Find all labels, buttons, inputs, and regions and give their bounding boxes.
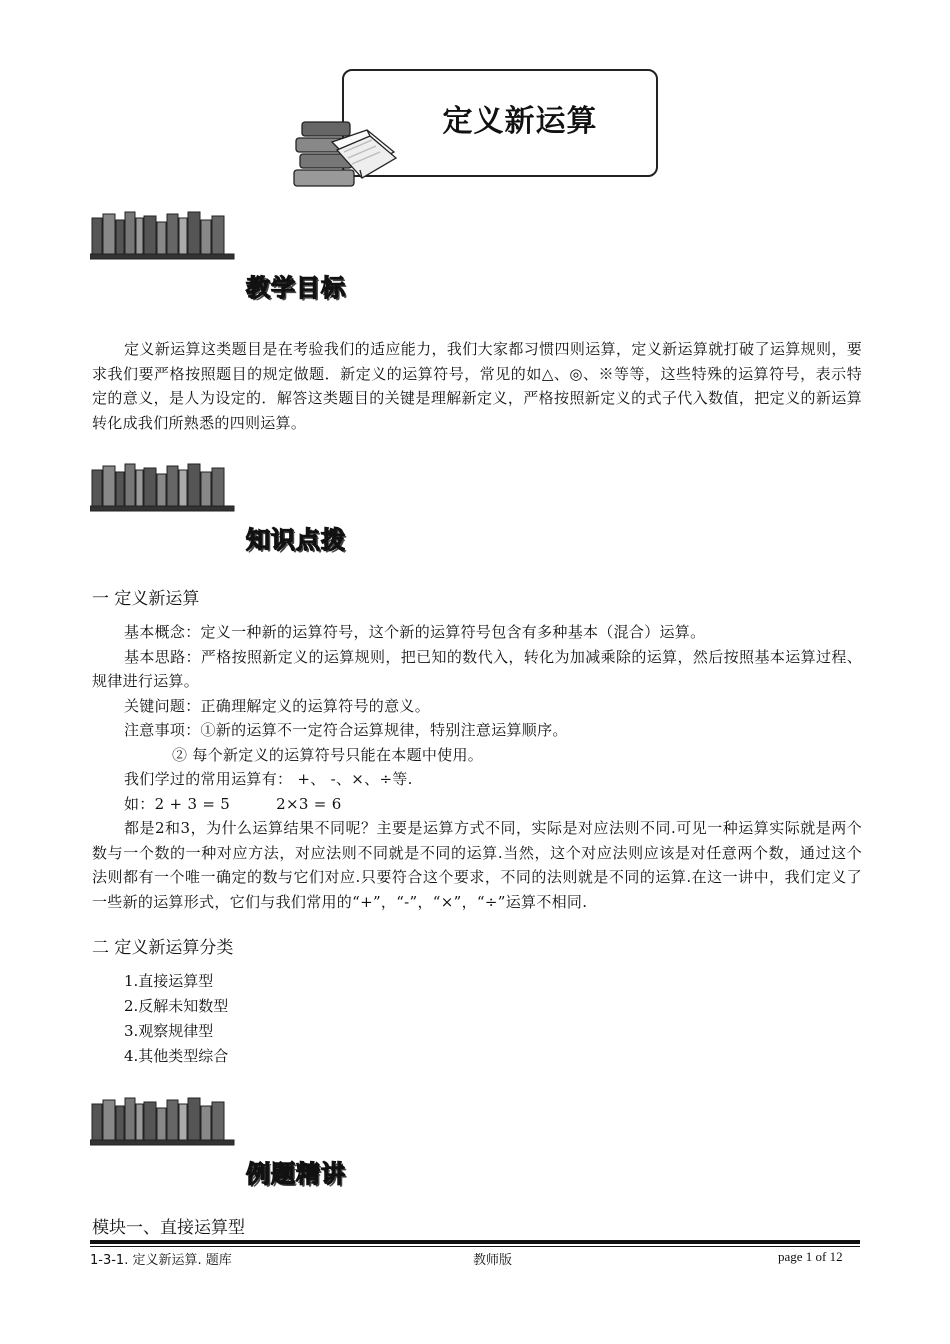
footer-left: 1-3-1. 定义新运算. 题库 <box>90 1253 232 1268</box>
footer-center: 教师版 <box>473 1253 513 1268</box>
section-title-objectives: 教学目标 <box>246 274 346 302</box>
part1-body <box>92 620 862 914</box>
part1-key: 关键问题：正确理解定义的运算符号的意义。 <box>124 696 431 715</box>
bookshelf-icon <box>90 208 236 260</box>
part1-notes-2: ② 每个新定义的运算符号只能在本题中使用。 <box>172 745 484 764</box>
part2-heading: 二 定义新运算分类 <box>92 938 234 958</box>
part1-example-line <box>92 792 862 817</box>
part1-heading: 一 定义新运算 <box>92 589 200 609</box>
footer-divider <box>90 1246 860 1247</box>
objectives-text: 定义新运算这类题目是在考验我们的适应能力，我们大家都习惯四则运算，定义新运算就打破了运算规则，要求我们要严格按照题目的规定做题．新定义的运算符号，常见的如△、◎、※等等，这些特殊的运算符号，表示特定的意义，是人为设定的．解答这类题目的关键是理解新定义，严格按照新定义的式子代入数值，把定义的新运算转化成我们所熟悉的四则运算。 <box>92 340 862 432</box>
objectives-paragraph <box>92 337 862 435</box>
section-title-examples: 例题精讲 <box>246 1160 346 1188</box>
bookshelf-icon <box>90 1094 236 1146</box>
footer-page-number: page 1 of 12 <box>778 1249 843 1264</box>
books-stack-icon <box>292 112 402 192</box>
part1-explanation: 都是2和3，为什么运算结果不同呢？主要是运算方式不同，实际是对应法则不同.可见一种运算实际就是两个数与一个数的一种对应方法，对应法则不同就是不同的运算.当然，这个对应法则应该是对任意两个数，通过这个法则都有一个唯一确定的数与它们对应.只要符合这个要求，不同的法则就是不同的运算.在这一讲中，我们定义了一些新的运算形式，它们与我们常用的“+”，“-”，“×”，“÷”运算不相同. <box>92 819 862 911</box>
page-title: 定义新运算 <box>442 104 598 139</box>
example-multiplication: 2×3 = 6 <box>276 794 342 813</box>
module1-heading: 模块一、直接运算型 <box>92 1218 245 1238</box>
bookshelf-icon <box>90 460 236 512</box>
part1-notes-1: 注意事项：①新的运算不一定符合运算规律，特别注意运算顺序。 <box>124 721 568 739</box>
part1-common-ops: 我们学过的常用运算有： +、 -、×、÷等. <box>124 770 413 788</box>
example-label: 如： <box>124 794 155 813</box>
footer-divider <box>90 1240 860 1244</box>
section-title-knowledge: 知识点拨 <box>246 526 346 554</box>
category-item: 4.其他类型综合 <box>124 1047 229 1065</box>
category-item: 2.反解未知数型 <box>124 997 229 1015</box>
example-addition: 2 + 3 = 5 <box>154 794 231 813</box>
category-item: 3.观察规律型 <box>124 1022 214 1040</box>
part1-approach: 基本思路：严格按照新定义的运算规则，把已知的数代入，转化为加减乘除的运算，然后按照基本运算过程、规律进行运算。 <box>92 647 862 690</box>
category-item: 1.直接运算型 <box>124 972 214 990</box>
part1-concept: 基本概念：定义一种新的运算符号，这个新的运算符号包含有多种基本（混合）运算。 <box>124 623 706 641</box>
